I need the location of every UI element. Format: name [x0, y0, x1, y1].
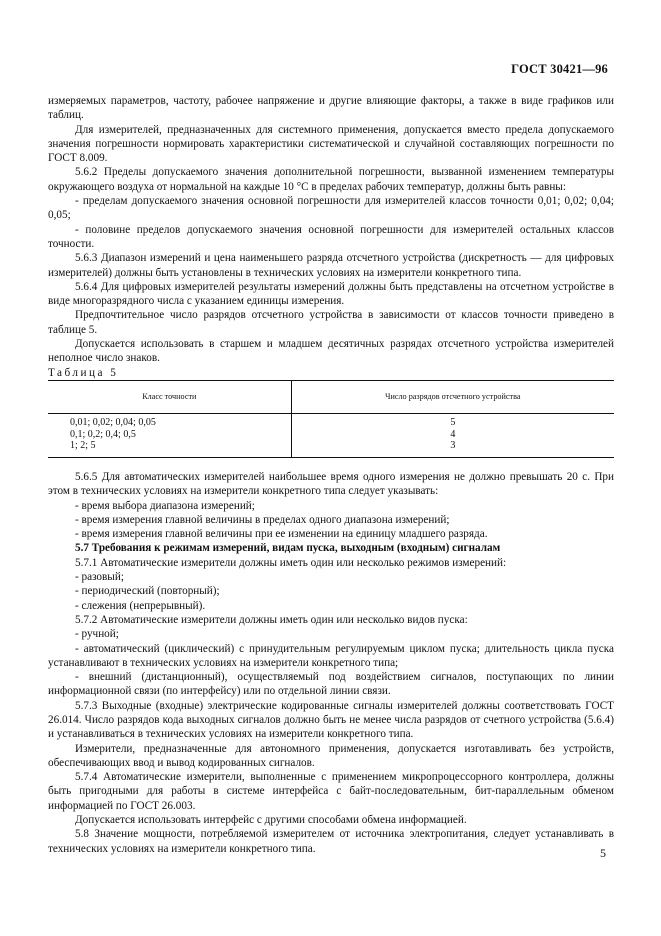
list-item: - время измерения главной величины в пределах одного диапазона измерений;	[75, 513, 450, 526]
paragraph: Измерители, предназначенные для автономного применения, допускается изготавливать без устройств, обеспечивающих ввод и вывод кодированных сигналов.	[48, 742, 614, 769]
paragraph: Допускается использовать в старшем и младшем десятичных разрядах отсчетного устройства измерителей неполное число знаков.	[48, 338, 614, 365]
paragraph: Допускается использовать интерфейс с другими способами обмена информацией.	[75, 814, 467, 827]
paragraph: 5.7.3 Выходные (входные) электрические кодированные сигналы измерителей должны соответствовать ГОСТ 26.014. Число разрядов кода выходных сигналов должно быть не менее числа разрядов от счетного устройства (5.6.4) и устанавливаться в технических условиях на измерители конкретного типа.	[48, 699, 614, 741]
list-item: - периодический (повторный);	[75, 585, 220, 598]
table-cell-class: 0,01; 0,02; 0,04; 0,05 0,1; 0,2; 0,4; 0,5 1; 2; 5	[70, 417, 156, 452]
paragraph: 5.6.3 Диапазон измерений и цена наименьшего разряда отсчетного устройства (дискретность — для цифровых измерителей) должны быть установлены в технических условиях на измерители конкретного типа.	[48, 252, 614, 279]
list-item: - автоматический (циклический) с принудительным регулируемым циклом пуска; длительность цикла пуска устанавливают в технических условиях на измерители конкретного типа;	[48, 642, 614, 669]
list-item: - разовый;	[75, 571, 124, 584]
page-content	[48, 94, 614, 856]
list-item: - пределам допускаемого значения основной погрешности для измерителей классов точности 0,01; 0,02; 0,04; 0,05;	[48, 195, 614, 222]
section-heading: 5.7 Требования к режимам измерений, видам пуска, выходным (входным) сигналам	[75, 542, 501, 555]
paragraph: Предпочтительное число разрядов отсчетного устройства в зависимости от классов точности приведено в таблице 5.	[48, 309, 614, 336]
list-item: - внешний (дистанционный), осуществляемый под воздействием сигналов, поступающих по линии информационной связи (по интерфейсу) или по отдельной линии связи.	[48, 671, 614, 698]
table-title: Таблица 5	[48, 366, 119, 379]
paragraph: 5.7.1 Автоматические измерители должны иметь один или несколько режимов измерений:	[75, 556, 507, 569]
paragraph: 5.7.2 Автоматические измерители должны иметь один или несколько видов пуска:	[75, 613, 468, 626]
paragraph: Для измерителей, предназначенных для системного применения, допускается вместо предела допускаемого значения погрешности нормировать характеристики систематической и случайной составляющих погрешности по ГОСТ 8.009.	[48, 123, 614, 165]
table-header-digits: Число разрядов отсчетного устройства	[291, 380, 614, 414]
paragraph: измеряемых параметров, частоту, рабочее напряжение и другие влияющие факторы, а также в виде графиков или таблиц.	[48, 95, 614, 122]
paragraph: 5.7.4 Автоматические измерители, выполненные с применением микропроцессорного контроллера, должны быть пригодными для работы в системе интерфейса с байт-последовательным, бит-параллельным обменом информацией по ГОСТ 26.003.	[48, 771, 614, 812]
list-item: - время выбора диапазона измерений;	[75, 499, 255, 512]
table-header-class: Класс точности	[48, 380, 291, 414]
paragraph: 5.8 Значение мощности, потребляемой измерителем от источника электропитания, следует устанавливать в технических условиях на измерители конкретного типа.	[48, 828, 614, 855]
paragraph: 5.6.2 Пределы допускаемого значения дополнительной погрешности, вызванной изменением температуры окружающего воздуха от нормальной на каждые 10 °С в пределах рабочих температур, должны быть равны:	[48, 166, 614, 193]
document-header: ГОСТ 30421—96	[511, 62, 608, 76]
paragraph: 5.6.4 Для цифровых измерителей результаты измерений должны быть представлены на отсчетном устройстве в виде многоразрядного числа с указанием единицы измерения.	[48, 280, 614, 308]
table-cell-digits: 5 4 3	[291, 414, 614, 458]
list-item: - половине пределов допускаемого значения основной погрешности для измерителей остальных классов точности.	[48, 223, 614, 250]
paragraph: 5.6.5 Для автоматических измерителей наибольшее время одного измерения не должно превышать 20 с. При этом в технических условиях на измерители конкретного типа следует указывать:	[48, 470, 614, 498]
table-5	[48, 380, 614, 458]
list-item: - слежения (непрерывный).	[75, 599, 206, 612]
table-row	[48, 414, 614, 458]
list-item: - время измерения главной величины при ее изменении на единицу младшего разряда.	[75, 528, 488, 541]
list-item: - ручной;	[75, 628, 119, 641]
page-number: 5	[600, 846, 606, 860]
